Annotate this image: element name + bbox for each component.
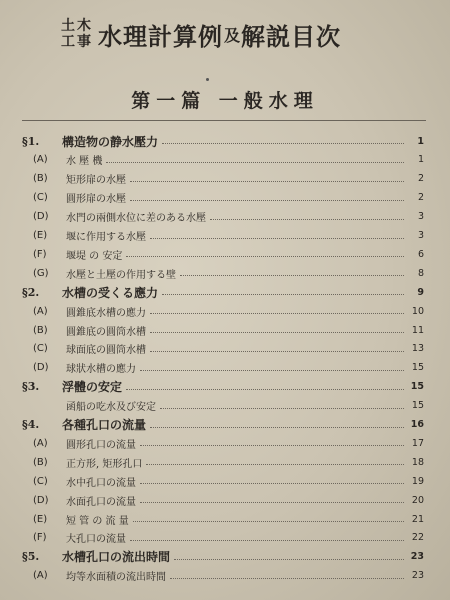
toc-entry-row	[0, 567, 450, 585]
toc-number: (F)	[33, 248, 47, 260]
prefix-char: 木	[77, 18, 91, 34]
toc-number: §5.	[22, 550, 40, 564]
toc-entry-row	[0, 189, 450, 207]
toc-entry-row	[0, 397, 450, 415]
prefix-char: 事	[77, 34, 91, 50]
dot-leader	[180, 275, 404, 276]
toc-page-number: 20	[411, 494, 424, 506]
toc-label: 圓形孔口の流量	[66, 439, 136, 451]
toc-number: (G)	[33, 267, 49, 279]
ink-dot	[206, 78, 209, 81]
toc-page-number: 15	[411, 400, 424, 412]
toc-page-number: 15	[411, 362, 424, 374]
toc-page-number: 9	[417, 286, 424, 298]
toc-label: 圓錐底の圓筒水槽	[66, 326, 146, 338]
toc-number: (B)	[33, 324, 48, 336]
dot-leader	[150, 238, 404, 239]
toc-page-number: 23	[410, 551, 424, 563]
toc-entry-row	[0, 227, 450, 245]
toc-label: 浮體の安定	[62, 380, 123, 395]
toc-page-number: 6	[417, 248, 424, 260]
title-prefix	[60, 18, 92, 50]
toc-label: 球面底の圓筒水槽	[66, 345, 146, 357]
toc-label: 各種孔口の流量	[62, 418, 147, 432]
toc-entry-row	[0, 491, 450, 509]
toc-page-number: 8	[417, 267, 424, 279]
part-title: 第一篇 一般水理	[131, 90, 319, 112]
toc-entry-row	[0, 434, 450, 452]
toc-number: §3.	[22, 380, 40, 394]
title-main: 水理計算例	[98, 21, 223, 51]
toc-number: (B)	[33, 173, 48, 185]
toc-page-number: 16	[410, 419, 424, 430]
toc-label: 堰堤 の 安定	[66, 250, 123, 262]
toc-entry-row	[0, 151, 450, 169]
toc-entry-row	[0, 472, 450, 490]
dot-leader	[126, 389, 404, 390]
toc-label: 圓形扉の水壓	[66, 194, 126, 206]
toc-label: 水槽孔口の流出時間	[62, 550, 171, 565]
toc-number: §4.	[22, 418, 40, 431]
toc-label: 水門の兩側水位に差のある水壓	[66, 213, 206, 225]
title-main-2: 解説目次	[241, 21, 342, 51]
toc-page-number: 19	[411, 475, 424, 487]
dot-leader	[140, 483, 404, 484]
toc-number: (E)	[33, 230, 48, 241]
dot-leader	[140, 502, 404, 503]
dot-leader	[150, 427, 404, 428]
dot-leader	[106, 162, 404, 163]
toc-label: 水面孔口の流量	[66, 496, 136, 508]
dot-leader	[150, 332, 404, 333]
dot-leader	[174, 559, 404, 560]
toc-number: (A)	[33, 437, 48, 449]
toc-section-row	[0, 548, 450, 566]
toc-entry-row	[0, 170, 450, 188]
toc-label: 均等水面積の流出時間	[66, 572, 166, 584]
dot-leader	[162, 143, 404, 144]
toc-page-number: 2	[417, 192, 424, 204]
dot-leader	[162, 294, 404, 295]
toc-number: §2.	[22, 285, 40, 299]
toc-label: 正方形, 矩形孔口	[66, 458, 143, 470]
toc-label: 短 管 の 流 量	[66, 515, 129, 527]
toc-number: (C)	[33, 192, 48, 204]
toc-label: 圓錐底水槽の應力	[66, 307, 146, 319]
toc-entry-row	[0, 208, 450, 226]
dot-leader	[130, 181, 404, 182]
toc-entry-row	[0, 321, 450, 339]
toc-label: 水中孔口の流量	[66, 477, 136, 489]
toc-number: (D)	[33, 362, 49, 374]
toc-label: 堰に作用する水壓	[66, 232, 146, 243]
divider	[22, 120, 426, 121]
toc-label: 水槽の受くる應力	[62, 285, 159, 300]
dot-leader	[146, 464, 404, 465]
dot-leader	[133, 521, 404, 522]
toc-number: (E)	[33, 513, 48, 525]
prefix-char: 土	[61, 18, 75, 34]
dot-leader	[170, 578, 404, 579]
toc-number: §1.	[22, 134, 40, 148]
toc-page-number: 11	[411, 324, 424, 336]
toc-label: 大孔口の流量	[66, 534, 126, 546]
dot-leader	[140, 370, 404, 371]
toc-number: (B)	[33, 456, 48, 468]
dot-leader	[140, 445, 404, 446]
toc-entry-row	[0, 245, 450, 263]
dot-leader	[150, 313, 404, 314]
toc-page-number: 1	[417, 154, 424, 166]
title-conjunction: 及	[224, 25, 241, 45]
book-title	[60, 14, 400, 54]
dot-leader	[126, 256, 404, 257]
toc-page-number: 10	[411, 305, 424, 317]
toc-entry-row	[0, 453, 450, 471]
toc-entry-row	[0, 359, 450, 377]
toc-entry-row	[0, 340, 450, 358]
toc-number: (D)	[33, 494, 49, 506]
toc-entry-row	[0, 510, 450, 528]
toc-section-row	[0, 416, 450, 434]
toc-page-number: 23	[411, 570, 424, 582]
toc-number: (F)	[33, 532, 47, 544]
toc-number: (A)	[33, 570, 48, 582]
toc-label: 球狀水槽の應力	[66, 364, 136, 376]
toc-number: (C)	[33, 475, 48, 487]
dot-leader	[150, 351, 404, 352]
toc-page-number: 3	[417, 211, 424, 223]
toc-page-number: 2	[417, 173, 424, 185]
toc-page-number: 22	[411, 532, 424, 544]
toc-label: 函船の吃水及び安定	[66, 402, 156, 414]
toc-section-row	[0, 132, 450, 150]
toc-number: (C)	[33, 343, 48, 355]
toc-page-number: 1	[417, 135, 424, 147]
toc-number: (D)	[33, 211, 49, 223]
toc-label: 水壓と土壓の作用する壁	[66, 269, 176, 281]
toc-label: 構造物の静水壓力	[62, 134, 159, 149]
toc-label: 水 壓 機	[66, 156, 103, 168]
toc-page-number: 18	[411, 456, 424, 468]
toc-number: (A)	[33, 305, 48, 317]
toc-entry-row	[0, 302, 450, 320]
dot-leader	[130, 200, 404, 201]
dot-leader	[210, 219, 404, 220]
toc-section-row	[0, 283, 450, 301]
toc-label: 矩形扉の水壓	[66, 175, 126, 187]
toc-page-number: 15	[410, 381, 424, 393]
toc-page-number: 17	[411, 437, 424, 449]
toc-page-number: 13	[411, 343, 424, 355]
toc-entry-row	[0, 264, 450, 282]
dot-leader	[130, 540, 404, 541]
prefix-char: 工	[61, 34, 75, 50]
toc-page-number: 3	[417, 230, 424, 241]
dot-leader	[160, 408, 404, 409]
toc-entry-row	[0, 529, 450, 547]
toc-section-row	[0, 378, 450, 396]
toc-page-number: 21	[411, 513, 424, 525]
toc-number: (A)	[33, 154, 48, 166]
